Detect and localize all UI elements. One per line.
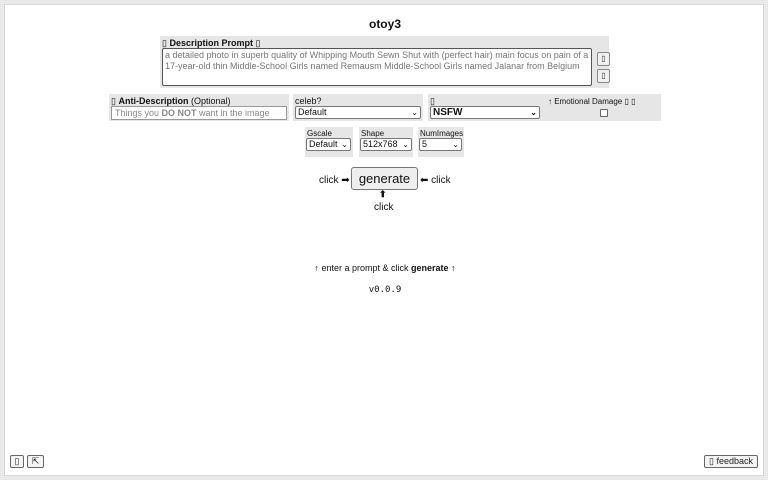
numimages-select[interactable]: 5 ⌄ [419, 138, 462, 151]
anti-description-input[interactable]: Things you DO NOT want in the image [111, 106, 287, 120]
shape-select[interactable]: 512x768 ⌄ [360, 138, 412, 151]
nsfw-select[interactable]: NSFW ⌄ [430, 106, 540, 119]
info-icon: ▯ [255, 38, 261, 48]
chevron-down-icon: ⌄ [411, 108, 418, 117]
gscale-label: Gscale [307, 129, 332, 138]
app-frame [4, 4, 764, 476]
chevron-down-icon: ⌄ [530, 108, 537, 117]
emotional-damage-checkbox[interactable] [600, 109, 608, 117]
shape-label: Shape [361, 129, 385, 138]
info-icon: ▯ [111, 96, 116, 106]
celeb-label: celeb? [295, 96, 322, 106]
nsfw-panel [428, 94, 546, 121]
description-prompt-input[interactable]: a detailed photo in superb quality of Whipping Mouth Sewn Shut with (perfect hair) main focus on pain of a 17-year-old thin Middle-School Girls named Remausm Middle-School Girls named Jalanar from Belgium [162, 48, 592, 86]
click-hint-left: click ➡ [319, 175, 350, 186]
emotional-damage-panel [546, 94, 661, 121]
version-label: v0.0.9 [368, 285, 402, 295]
shape-panel [359, 127, 413, 157]
click-hint-below: click [374, 202, 394, 213]
scroll-top-button[interactable]: ⇱ [27, 455, 44, 468]
click-hint-right: ⬅ click [420, 175, 451, 186]
info-icon: ▯ [162, 38, 167, 48]
anti-description-label: ▯ Anti-Description (Optional) [111, 96, 231, 106]
chevron-down-icon: ⌄ [452, 140, 459, 149]
prompt-side-button-1[interactable]: ▯ [597, 52, 610, 66]
emotional-damage-label: ↑ Emotional Damage ▯ ▯ [548, 97, 636, 106]
arrow-up-icon: ⬆ [379, 189, 387, 199]
chevron-down-icon: ⌄ [341, 140, 348, 149]
celeb-select[interactable]: Default ⌄ [295, 106, 421, 119]
footer-button-1[interactable]: ▯ [10, 455, 24, 468]
nsfw-label: ▯ [430, 96, 435, 106]
anti-description-panel [109, 94, 289, 121]
gscale-select[interactable]: Default ⌄ [306, 138, 351, 151]
numimages-panel [418, 127, 464, 157]
feedback-button[interactable]: ▯ feedback [704, 455, 758, 468]
prompt-side-button-2[interactable]: ▯ [597, 69, 610, 83]
instruction-hint: ↑ enter a prompt & click generate ↑ [314, 263, 456, 273]
app-title: otoy3 [368, 17, 401, 31]
description-prompt-panel [160, 36, 609, 88]
celeb-panel [293, 94, 423, 121]
description-prompt-label: ▯ Description Prompt ▯ [162, 38, 261, 48]
numimages-label: NumImages [420, 129, 464, 138]
gscale-panel [305, 127, 353, 157]
chevron-down-icon: ⌄ [402, 140, 409, 149]
generate-button[interactable]: generate [351, 167, 418, 190]
